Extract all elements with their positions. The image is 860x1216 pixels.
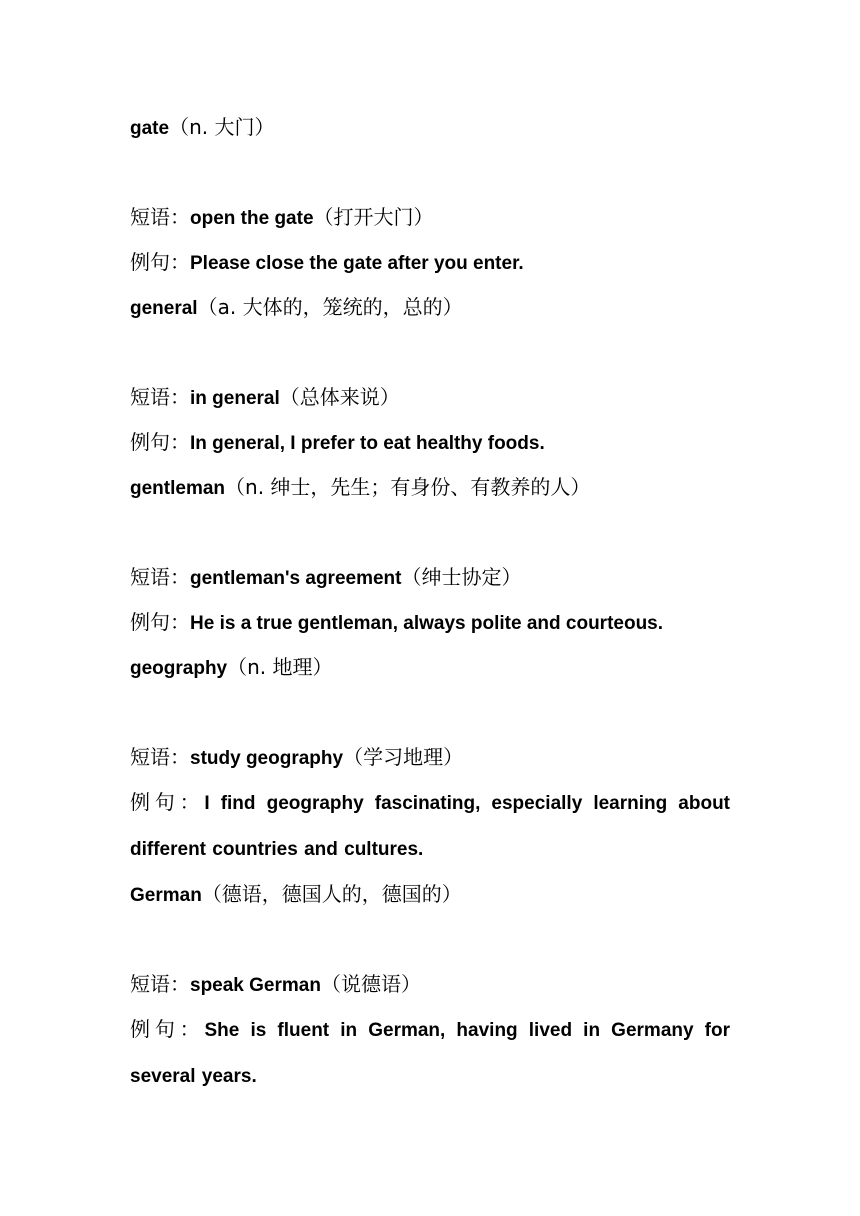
example-sentence: Please close the gate after you enter.	[190, 253, 524, 274]
phrase-line	[130, 195, 730, 240]
phrase-text: in general	[190, 388, 280, 409]
example-label: 例句：	[130, 1017, 205, 1041]
headword-gloss: （a. 大体的，笼统的，总的）	[197, 295, 463, 319]
vocab-entry-geography	[130, 645, 730, 872]
phrase-gloss: （绅士协定）	[401, 565, 522, 589]
example-sentence: He is a true gentleman, always polite and courteous.	[190, 613, 664, 634]
phrase-text: study geography	[190, 748, 344, 769]
phrase-label: 短语：	[130, 745, 190, 769]
headword: general	[130, 298, 198, 319]
phrase-line	[130, 735, 730, 780]
phrase-gloss: （学习地理）	[343, 745, 464, 769]
vocabulary-document	[130, 105, 730, 1099]
headword-gloss: （n. 绅士，先生；有身份、有教养的人）	[225, 475, 591, 499]
headword-line	[130, 465, 730, 510]
example-line	[130, 1007, 730, 1099]
phrase-label: 短语：	[130, 972, 190, 996]
phrase-text: open the gate	[190, 208, 314, 229]
headword-line	[130, 105, 730, 150]
example-label: 例句：	[130, 790, 205, 814]
phrase-label: 短语：	[130, 205, 190, 229]
headword-line	[130, 872, 730, 917]
example-sentence: In general, I prefer to eat healthy foods.	[190, 433, 545, 454]
example-line	[130, 420, 730, 465]
phrase-text: gentleman's agreement	[190, 568, 402, 589]
phrase-line	[130, 375, 730, 420]
headword: gate	[130, 118, 170, 139]
example-line	[130, 600, 730, 645]
phrase-text: speak German	[190, 975, 321, 996]
vocab-entry-gentleman	[130, 465, 730, 645]
phrase-gloss: （说德语）	[320, 972, 421, 996]
headword: German	[130, 885, 202, 906]
example-label: 例句：	[130, 250, 190, 274]
example-label: 例句：	[130, 430, 190, 454]
example-line	[130, 240, 730, 285]
phrase-gloss: （打开大门）	[313, 205, 434, 229]
example-sentence: She is fluent in German, having lived in Germany for several years.	[130, 1020, 730, 1087]
vocab-entry-german	[130, 872, 730, 1099]
headword: geography	[130, 658, 228, 679]
headword-gloss: （n. 地理）	[227, 655, 333, 679]
vocab-entry-general	[130, 285, 730, 465]
headword-line	[130, 285, 730, 330]
headword-line	[130, 645, 730, 690]
phrase-gloss: （总体来说）	[279, 385, 400, 409]
headword: gentleman	[130, 478, 226, 499]
vocab-entry-gate	[130, 105, 730, 285]
headword-gloss: （n. 大门）	[169, 115, 275, 139]
phrase-label: 短语：	[130, 565, 190, 589]
example-line	[130, 780, 730, 872]
phrase-line	[130, 962, 730, 1007]
example-sentence: I find geography fascinating, especially learning about different countries and cultures.	[130, 793, 730, 860]
phrase-line	[130, 555, 730, 600]
headword-gloss: （德语，德国人的，德国的）	[201, 882, 462, 906]
example-label: 例句：	[130, 610, 190, 634]
phrase-label: 短语：	[130, 385, 190, 409]
